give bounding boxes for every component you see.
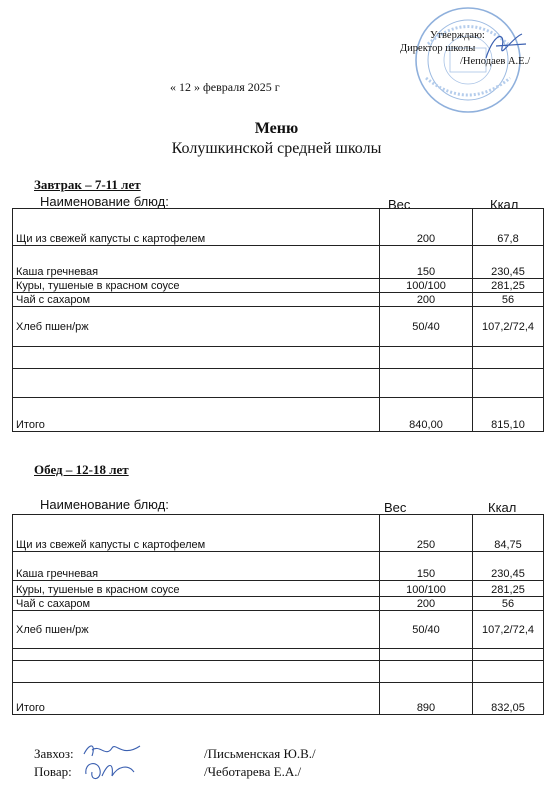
approval-position: Директор школы xyxy=(400,43,476,54)
section-title-breakfast: Завтрак – 7-11 лет xyxy=(34,177,141,192)
table-row-empty xyxy=(13,347,544,369)
approval-name: /Неподаев А.Е./ xyxy=(460,56,531,67)
table-row-total xyxy=(13,683,544,715)
dish-weight: 150 xyxy=(380,552,473,581)
dish-weight: 100/100 xyxy=(380,581,473,597)
dish-name: Каша гречневая xyxy=(13,246,380,279)
table-row xyxy=(13,515,544,552)
page-title: Меню xyxy=(254,120,299,137)
dish-name: Куры, тушеные в красном соусе xyxy=(13,279,380,293)
total-weight: 840,00 xyxy=(380,398,473,432)
dish-weight: 200 xyxy=(380,597,473,611)
column-header-weight: Вес xyxy=(388,197,411,212)
table-row-total xyxy=(13,398,544,432)
total-kcal: 832,05 xyxy=(473,683,544,715)
dish-name: Хлеб пшен/рж xyxy=(13,307,380,347)
table-row xyxy=(13,293,544,307)
dish-kcal: 107,2/72,4 xyxy=(473,611,544,649)
table-row xyxy=(13,209,544,246)
dish-weight: 50/40 xyxy=(380,307,473,347)
approval-label: Утверждаю: xyxy=(430,30,485,41)
column-header-name: Наименование блюд: xyxy=(40,497,169,512)
dish-name: Чай с сахаром xyxy=(13,597,380,611)
signature-name-supply: /Письменская Ю.В./ xyxy=(204,746,316,761)
dish-name: Щи из свежей капусты с картофелем xyxy=(13,515,380,552)
dish-name: Чай с сахаром xyxy=(13,293,380,307)
dish-weight: 100/100 xyxy=(380,279,473,293)
table-row xyxy=(13,307,544,347)
table-row xyxy=(13,597,544,611)
signature-role-supply: Завхоз: xyxy=(34,746,74,761)
dish-kcal: 230,45 xyxy=(473,552,544,581)
table-row xyxy=(13,611,544,649)
dish-name: Хлеб пшен/рж xyxy=(13,611,380,649)
menu-date: « 12 » февраля 2025 г xyxy=(170,80,280,94)
column-header-name: Наименование блюд: xyxy=(40,194,169,209)
section-title-lunch: Обед – 12-18 лет xyxy=(34,462,129,477)
total-label: Итого xyxy=(13,398,380,432)
dish-kcal: 56 xyxy=(473,597,544,611)
total-label: Итого xyxy=(13,683,380,715)
table-row-empty xyxy=(13,649,544,661)
dish-weight: 150 xyxy=(380,246,473,279)
column-header-kcal: Ккал xyxy=(488,500,517,515)
dish-kcal: 56 xyxy=(473,293,544,307)
dish-weight: 200 xyxy=(380,293,473,307)
dish-weight: 200 xyxy=(380,209,473,246)
page-subtitle: Колушкинской средней школы xyxy=(171,140,382,157)
dish-kcal: 281,25 xyxy=(473,279,544,293)
dish-name: Щи из свежей капусты с картофелем xyxy=(13,209,380,246)
table-row xyxy=(13,246,544,279)
dish-kcal: 230,45 xyxy=(473,246,544,279)
dish-kcal: 67,8 xyxy=(473,209,544,246)
dish-weight: 250 xyxy=(380,515,473,552)
table-row-empty xyxy=(13,369,544,398)
table-row xyxy=(13,581,544,597)
dish-kcal: 84,75 xyxy=(473,515,544,552)
column-header-kcal: Ккал xyxy=(490,197,519,212)
table-row xyxy=(13,552,544,581)
table-row xyxy=(13,279,544,293)
total-weight: 890 xyxy=(380,683,473,715)
table-row-empty xyxy=(13,661,544,683)
dish-kcal: 281,25 xyxy=(473,581,544,597)
signature-name-cook: /Чеботарева Е.А./ xyxy=(204,764,302,779)
total-kcal: 815,10 xyxy=(473,398,544,432)
signature-role-cook: Повар: xyxy=(34,764,72,779)
dish-kcal: 107,2/72,4 xyxy=(473,307,544,347)
column-header-weight: Вес xyxy=(384,500,407,515)
breakfast-menu-table xyxy=(12,208,544,432)
dish-weight: 50/40 xyxy=(380,611,473,649)
cook-signature xyxy=(82,756,138,786)
dish-name: Каша гречневая xyxy=(13,552,380,581)
dish-name: Куры, тушеные в красном соусе xyxy=(13,581,380,597)
lunch-menu-table xyxy=(12,514,544,715)
